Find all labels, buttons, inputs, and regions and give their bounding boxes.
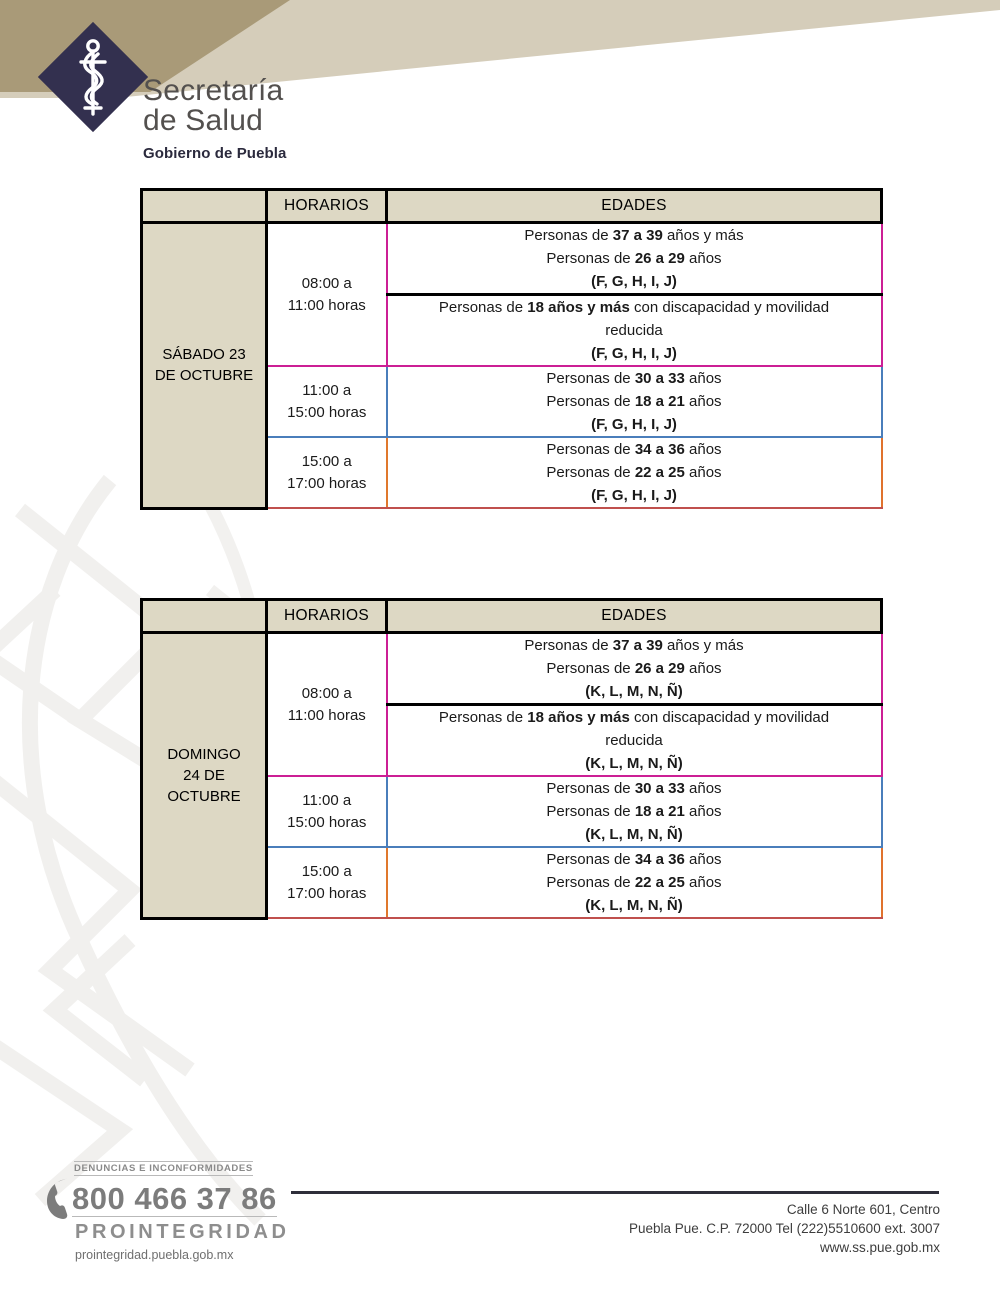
ages-line: Personas de 30 a 33 años — [546, 780, 722, 797]
address-line: Puebla Pue. C.P. 72000 Tel (222)5510600 ext. 3007 — [629, 1221, 940, 1236]
time-cell — [267, 437, 387, 508]
time-cell — [267, 223, 387, 367]
ages-line: Personas de 34 a 36 años — [546, 851, 722, 868]
ages-cell — [387, 776, 882, 847]
brand-line-2: de Salud — [143, 104, 264, 137]
ages-line: Personas de 18 años y más con discapacidad y movilidad — [438, 299, 830, 316]
prointegridad-block — [46, 1158, 290, 1262]
schedule-table-saturday — [140, 188, 883, 510]
ages-cell — [387, 847, 882, 918]
time-line: 17:00 horas — [287, 474, 367, 492]
time-line: 15:00 a — [301, 862, 352, 880]
time-line: 15:00 horas — [287, 813, 367, 831]
ages-cell — [387, 223, 882, 295]
time-cell — [267, 776, 387, 847]
table-row — [142, 223, 882, 295]
ages-cell — [387, 633, 882, 705]
table-row — [142, 633, 882, 705]
time-cell — [267, 847, 387, 918]
schedule-table-sunday — [140, 598, 883, 920]
footer-divider — [291, 1191, 939, 1194]
ages-group-code: (K, L, M, N, Ñ) — [585, 755, 683, 772]
day-label-line: DE OCTUBRE — [154, 367, 254, 385]
table-header-row — [142, 600, 882, 633]
ages-line: Personas de 22 a 25 años — [546, 874, 722, 891]
time-line: 08:00 a — [301, 274, 352, 292]
time-line: 11:00 a — [302, 381, 352, 399]
ages-line: Personas de 26 a 29 años — [546, 660, 722, 677]
ages-cell — [387, 366, 882, 437]
time-line: 15:00 horas — [287, 403, 367, 421]
ages-line: Personas de 34 a 36 años — [546, 441, 722, 458]
day-label-line: OCTUBRE — [167, 787, 241, 805]
time-line: 11:00 a — [302, 791, 352, 809]
complaints-phone-number: 800 466 37 86 — [72, 1180, 277, 1216]
ages-group-code: (K, L, M, N, Ñ) — [585, 683, 683, 700]
time-line: 17:00 horas — [287, 884, 367, 902]
ages-line: Personas de 18 a 21 años — [546, 803, 722, 820]
telephone-handset-icon — [46, 1177, 72, 1221]
column-header-horarios: HORARIOS — [267, 600, 387, 633]
ages-group-code: (K, L, M, N, Ñ) — [585, 897, 683, 914]
column-header-edades: EDADES — [387, 600, 882, 633]
ages-line: Personas de 22 a 25 años — [546, 464, 722, 481]
ages-line: Personas de 30 a 33 años — [546, 370, 722, 387]
day-label-cell — [142, 223, 267, 509]
time-line: 15:00 a — [301, 452, 352, 470]
time-line: 08:00 a — [301, 684, 352, 702]
header-blank-cell — [142, 600, 267, 633]
day-label-line: 24 DE — [183, 766, 225, 784]
brand-line-1: Secretaría — [143, 74, 284, 107]
ages-line: Personas de 18 a 21 años — [546, 393, 722, 410]
prointegridad-name: PROINTEGRIDAD — [75, 1221, 290, 1243]
ages-line: reducida — [605, 732, 663, 749]
header-blank-cell — [142, 190, 267, 223]
time-cell — [267, 633, 387, 777]
ages-group-code: (F, G, H, I, J) — [591, 487, 677, 504]
ages-group-code: (F, G, H, I, J) — [591, 273, 677, 290]
secretaria-logo — [34, 18, 152, 136]
day-label-cell — [142, 633, 267, 919]
time-line: 11:00 horas — [287, 296, 366, 314]
ages-cell — [387, 705, 882, 777]
column-header-horarios: HORARIOS — [267, 190, 387, 223]
ages-line: Personas de 37 a 39 años y más — [524, 227, 744, 244]
day-label-line: SÁBADO 23 — [162, 346, 246, 364]
ages-line: Personas de 18 años y más con discapacidad y movilidad — [438, 709, 830, 726]
ages-group-code: (K, L, M, N, Ñ) — [585, 826, 683, 843]
ages-line: reducida — [605, 322, 663, 339]
brand-subtitle: Gobierno de Puebla — [143, 145, 287, 162]
column-header-edades: EDADES — [387, 190, 882, 223]
ages-line: Personas de 37 a 39 años y más — [524, 637, 744, 654]
contact-address-block — [629, 1200, 940, 1257]
ages-group-code: (F, G, H, I, J) — [591, 416, 677, 433]
website-url: www.ss.pue.gob.mx — [819, 1240, 940, 1255]
phone-row — [46, 1177, 290, 1221]
ages-group-code: (F, G, H, I, J) — [591, 345, 677, 362]
address-line: Calle 6 Norte 601, Centro — [786, 1202, 940, 1217]
brand-wordmark — [143, 76, 287, 162]
time-line: 11:00 horas — [287, 706, 366, 724]
table-header-row — [142, 190, 882, 223]
day-label-line: DOMINGO — [167, 745, 241, 763]
prointegridad-url: prointegridad.puebla.gob.mx — [75, 1248, 234, 1262]
ages-cell — [387, 295, 882, 367]
complaints-label: DENUNCIAS E INCONFORMIDADES — [74, 1163, 253, 1174]
time-cell — [267, 366, 387, 437]
ages-line: Personas de 26 a 29 años — [546, 250, 722, 267]
ages-cell — [387, 437, 882, 508]
